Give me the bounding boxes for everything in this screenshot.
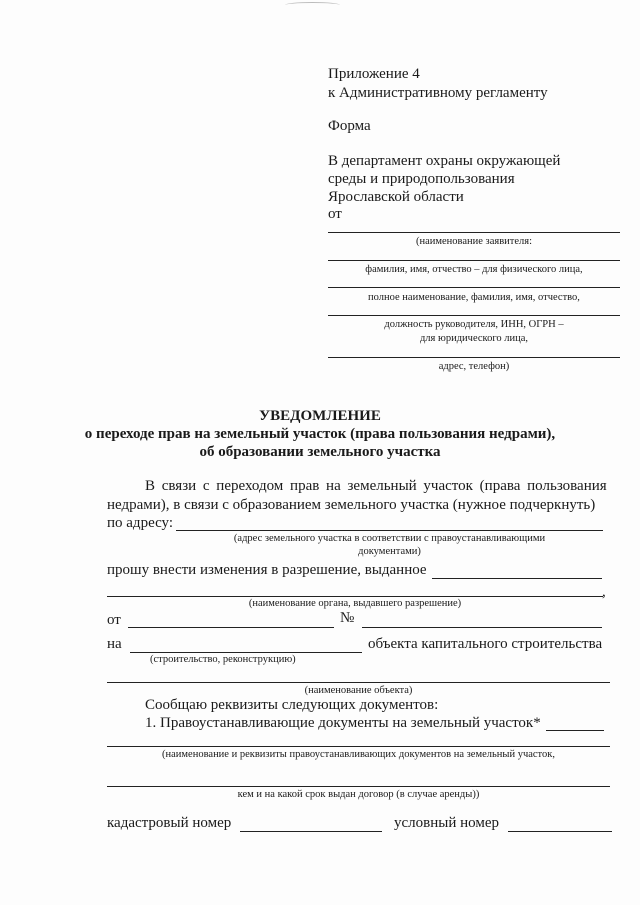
applicant-line-4 (328, 315, 620, 316)
permit-issuer-line-2 (107, 596, 603, 597)
recipient-line-1: В департамент охраны окружающей (328, 153, 561, 169)
object-label: объекта капитального строительства (368, 636, 603, 652)
regulation-label: к Административному регламенту (328, 85, 548, 101)
hint-applicant-name: (наименование заявителя: (415, 236, 533, 247)
form-label: Форма (328, 118, 371, 134)
hint-docs-2: кем и на какой срок выдан договор (в случае аренды)) (237, 789, 480, 800)
document-title: УВЕДОМЛЕНИЕ (259, 408, 381, 424)
paragraph-line-2: недрами), в связи с образованием земельного участка (нужное подчеркнуть) (107, 497, 596, 513)
number-line (362, 627, 602, 628)
object-name-line (107, 682, 610, 683)
docs-line-1 (107, 746, 610, 747)
construction-type-line (130, 652, 362, 653)
document-subtitle-2: об образовании земельного участка (199, 444, 441, 460)
on-label: на (107, 636, 122, 652)
document-subtitle-1: о переходе прав на земельный участок (права пользования недрами), (84, 426, 556, 442)
docs-line-2 (107, 786, 610, 787)
hint-address-1: (адрес земельного участка в соответствии с правоустанавливающими (233, 533, 546, 544)
date-line (128, 627, 334, 628)
report-text: Сообщаю реквизиты следующих документов: (145, 697, 439, 713)
applicant-line-5 (328, 357, 620, 358)
paragraph-line-1: В связи с переходом прав на земельный участок (права пользования (145, 478, 607, 494)
permit-issuer-line-1 (432, 578, 602, 579)
hint-object: (наименование объекта) (304, 685, 413, 696)
item-1-line (546, 730, 604, 731)
hint-docs-1: (наименование и реквизиты правоустанавливающих документов на земельный участок, (162, 749, 555, 760)
appendix-label: Приложение 4 (328, 66, 420, 82)
comma: , (602, 584, 606, 600)
hint-issuer: (наименование органа, выдавшего разрешение) (248, 598, 462, 609)
conditional-label: условный номер (394, 815, 499, 831)
recipient-line-3: Ярославской области (328, 189, 464, 205)
scan-artifact (285, 2, 340, 8)
hint-address-2: документами) (358, 546, 421, 557)
address-line (176, 530, 603, 531)
applicant-name-line (328, 232, 620, 233)
hint-construction: (строительство, реконструкцию) (150, 654, 296, 665)
hint-position: должность руководителя, ИНН, ОГРН – (384, 319, 564, 330)
recipient-line-2: среды и природопользования (328, 171, 515, 187)
cadastral-number-line (240, 831, 382, 832)
applicant-line-3 (328, 287, 620, 288)
cadastral-label: кадастровый номер (107, 815, 232, 831)
item-1-text: 1. Правоустанавливающие документы на земельный участок* (145, 715, 541, 731)
hint-full-name: полное наименование, фамилия, имя, отчество, (368, 292, 580, 303)
applicant-line-2 (328, 260, 620, 261)
from-label: от (328, 206, 342, 222)
hint-address-phone: адрес, телефон) (438, 361, 510, 372)
number-label: № (340, 610, 355, 626)
conditional-number-line (508, 831, 612, 832)
hint-individual: фамилия, имя, отчество – для физического лица, (365, 264, 583, 275)
address-label: по адресу: (107, 515, 174, 531)
request-text: прошу внести изменения в разрешение, выданное (107, 562, 427, 578)
date-from-label: от (107, 612, 121, 628)
hint-legal-entity: для юридического лица, (419, 333, 529, 344)
